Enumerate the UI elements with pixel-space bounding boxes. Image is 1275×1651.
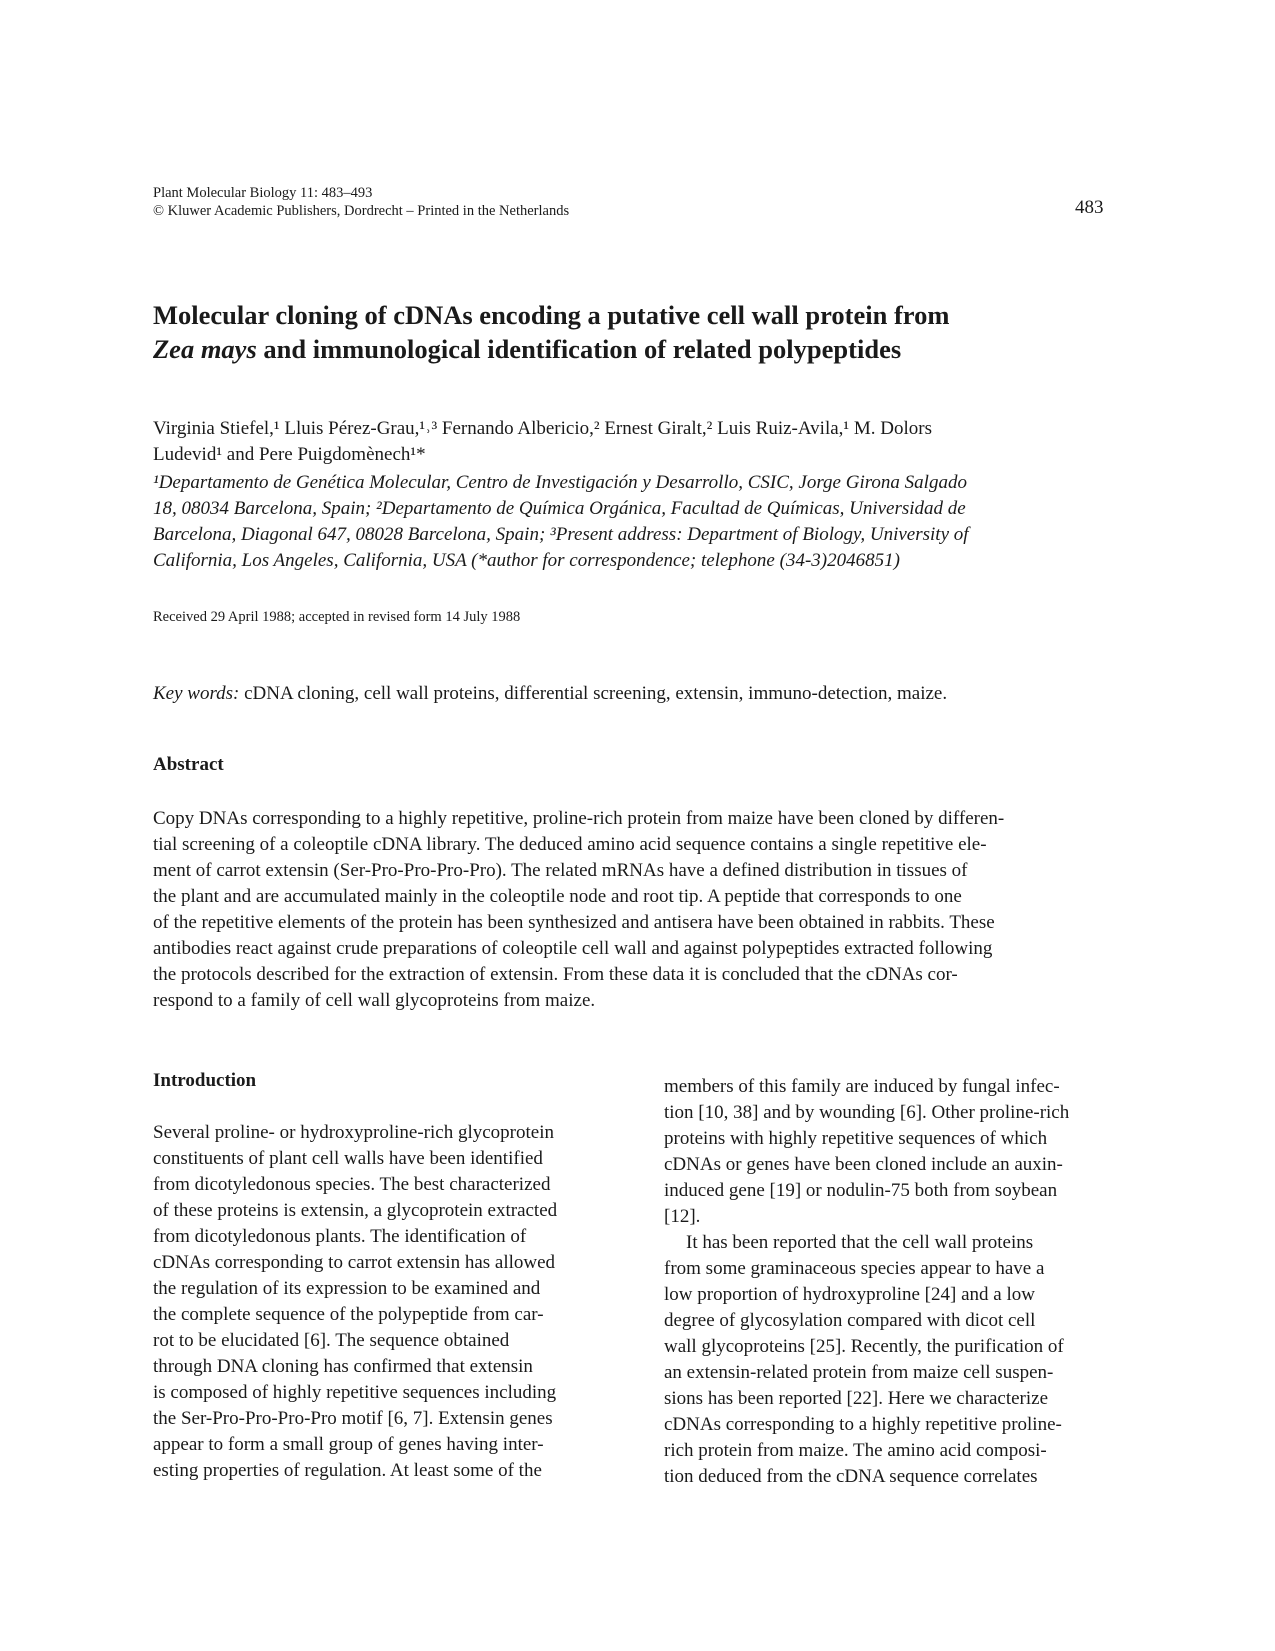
intro-line: the Ser-Pro-Pro-Pro-Pro motif [6, 7]. Extensin genes [153, 1408, 553, 1429]
author-line-1: Virginia Stiefel,¹ Lluis Pérez-Grau,¹˒³ Fernando Albericio,² Ernest Giralt,² Luis Ruiz-Avila,¹ M. Dolors [153, 418, 932, 439]
affiliation-line: ¹Departamento de Genética Molecular, Centro de Investigación y Desarrollo, CSIC, Jorge Girona Salgado [153, 472, 967, 493]
title-species: Zea mays [153, 334, 257, 364]
intro-line: rich protein from maize. The amino acid composi- [664, 1440, 1047, 1461]
paper-title [153, 298, 1133, 366]
intro-line: from some graminaceous species appear to have a [664, 1258, 1045, 1279]
intro-line: cDNAs corresponding to a highly repetitive proline- [664, 1414, 1062, 1435]
author-list [153, 416, 1113, 468]
intro-right-column [664, 1074, 1119, 1490]
intro-line: of these proteins is extensin, a glycoprotein extracted [153, 1200, 558, 1221]
received-dates: Received 29 April 1988; accepted in revised form 14 July 1988 [153, 609, 521, 625]
intro-line: an extensin-related protein from maize cell suspen- [664, 1362, 1054, 1383]
abstract-line: ment of carrot extensin (Ser-Pro-Pro-Pro-Pro). The related mRNAs have a defined distribution in tissues of [153, 860, 968, 881]
intro-left-column [153, 1068, 608, 1484]
abstract-line: Copy DNAs corresponding to a highly repetitive, proline-rich protein from maize have been cloned by differen- [153, 808, 1005, 829]
intro-line: from dicotyledonous plants. The identification of [153, 1226, 527, 1247]
abstract-line: the protocols described for the extraction of extensin. From these data it is concluded that the cDNAs cor- [153, 964, 958, 985]
title-line-2 [153, 332, 1133, 366]
intro-line: [12]. [664, 1206, 701, 1227]
intro-line: tion [10, 38] and by wounding [6]. Other proline-rich [664, 1102, 1070, 1123]
intro-line: members of this family are induced by fungal infec- [664, 1076, 1060, 1097]
intro-line: rot to be elucidated [6]. The sequence obtained [153, 1330, 510, 1351]
keywords [153, 681, 947, 707]
affiliation-line: 18, 08034 Barcelona, Spain; ²Departamento de Química Orgánica, Facultad de Químicas, Universidad de [153, 498, 966, 519]
affiliations [153, 470, 1118, 574]
abstract-line: tial screening of a coleoptile cDNA library. The deduced amino acid sequence contains a single repetitive ele- [153, 834, 987, 855]
intro-line: proteins with highly repetitive sequences of which [664, 1128, 1048, 1149]
abstract-line: the plant and are accumulated mainly in the coleoptile node and root tip. A peptide that corresponds to one [153, 886, 962, 907]
intro-line: the regulation of its expression to be examined and [153, 1278, 541, 1299]
abstract-heading: Abstract [153, 754, 224, 775]
intro-line: tion deduced from the cDNA sequence correlates [664, 1466, 1038, 1487]
keywords-text: cDNA cloning, cell wall proteins, differential screening, extensin, immuno-detection, maize. [239, 683, 948, 704]
keywords-label: Key words: [153, 683, 240, 704]
intro-line: induced gene [19] or nodulin-75 both from soybean [664, 1180, 1058, 1201]
intro-line: Several proline- or hydroxyproline-rich glycoprotein [153, 1122, 554, 1143]
intro-line: wall glycoproteins [25]. Recently, the purification of [664, 1336, 1064, 1357]
introduction-heading: Introduction [153, 1070, 257, 1091]
intro-line: cDNAs corresponding to carrot extensin has allowed [153, 1252, 556, 1273]
affiliation-line: Barcelona, Diagonal 647, 08028 Barcelona, Spain; ³Present address: Department of Biology, University of [153, 524, 969, 545]
intro-line: the complete sequence of the polypeptide from car- [153, 1304, 544, 1325]
journal-citation: Plant Molecular Biology 11: 483–493 [153, 185, 373, 201]
abstract-line: respond to a family of cell wall glycoproteins from maize. [153, 990, 596, 1011]
title-line-2-rest: and immunological identification of related polypeptides [256, 334, 902, 364]
intro-line: It has been reported that the cell wall proteins [686, 1232, 1034, 1253]
intro-line: esting properties of regulation. At least some of the [153, 1460, 542, 1481]
title-line-1: Molecular cloning of cDNAs encoding a putative cell wall protein from [153, 300, 950, 330]
intro-line: cDNAs or genes have been cloned include an auxin- [664, 1154, 1063, 1175]
intro-line: sions has been reported [22]. Here we characterize [664, 1388, 1049, 1409]
abstract-line: antibodies react against crude preparations of coleoptile cell wall and against polypeptides extracted following [153, 938, 993, 959]
intro-line: appear to form a small group of genes having inter- [153, 1434, 544, 1455]
journal-header [153, 184, 953, 220]
intro-line: from dicotyledonous species. The best characterized [153, 1174, 551, 1195]
intro-line: low proportion of hydroxyproline [24] and a low [664, 1284, 1035, 1305]
intro-line: constituents of plant cell walls have been identified [153, 1148, 543, 1169]
abstract-line: of the repetitive elements of the protein has been synthesized and antisera have been obtained in rabbits. These [153, 912, 995, 933]
intro-line: through DNA cloning has confirmed that extensin [153, 1356, 533, 1377]
page-number: 483 [1075, 197, 1104, 218]
affiliation-line: California, Los Angeles, California, USA (*author for correspondence; telephone (34-3)2046851) [153, 550, 900, 571]
intro-line: is composed of highly repetitive sequences including [153, 1382, 557, 1403]
publisher-line: © Kluwer Academic Publishers, Dordrecht – Printed in the Netherlands [153, 203, 570, 219]
abstract-body [153, 806, 1118, 1014]
intro-line: degree of glycosylation compared with dicot cell [664, 1310, 1036, 1331]
author-line-2: Ludevid¹ and Pere Puigdomènech¹* [153, 444, 426, 465]
